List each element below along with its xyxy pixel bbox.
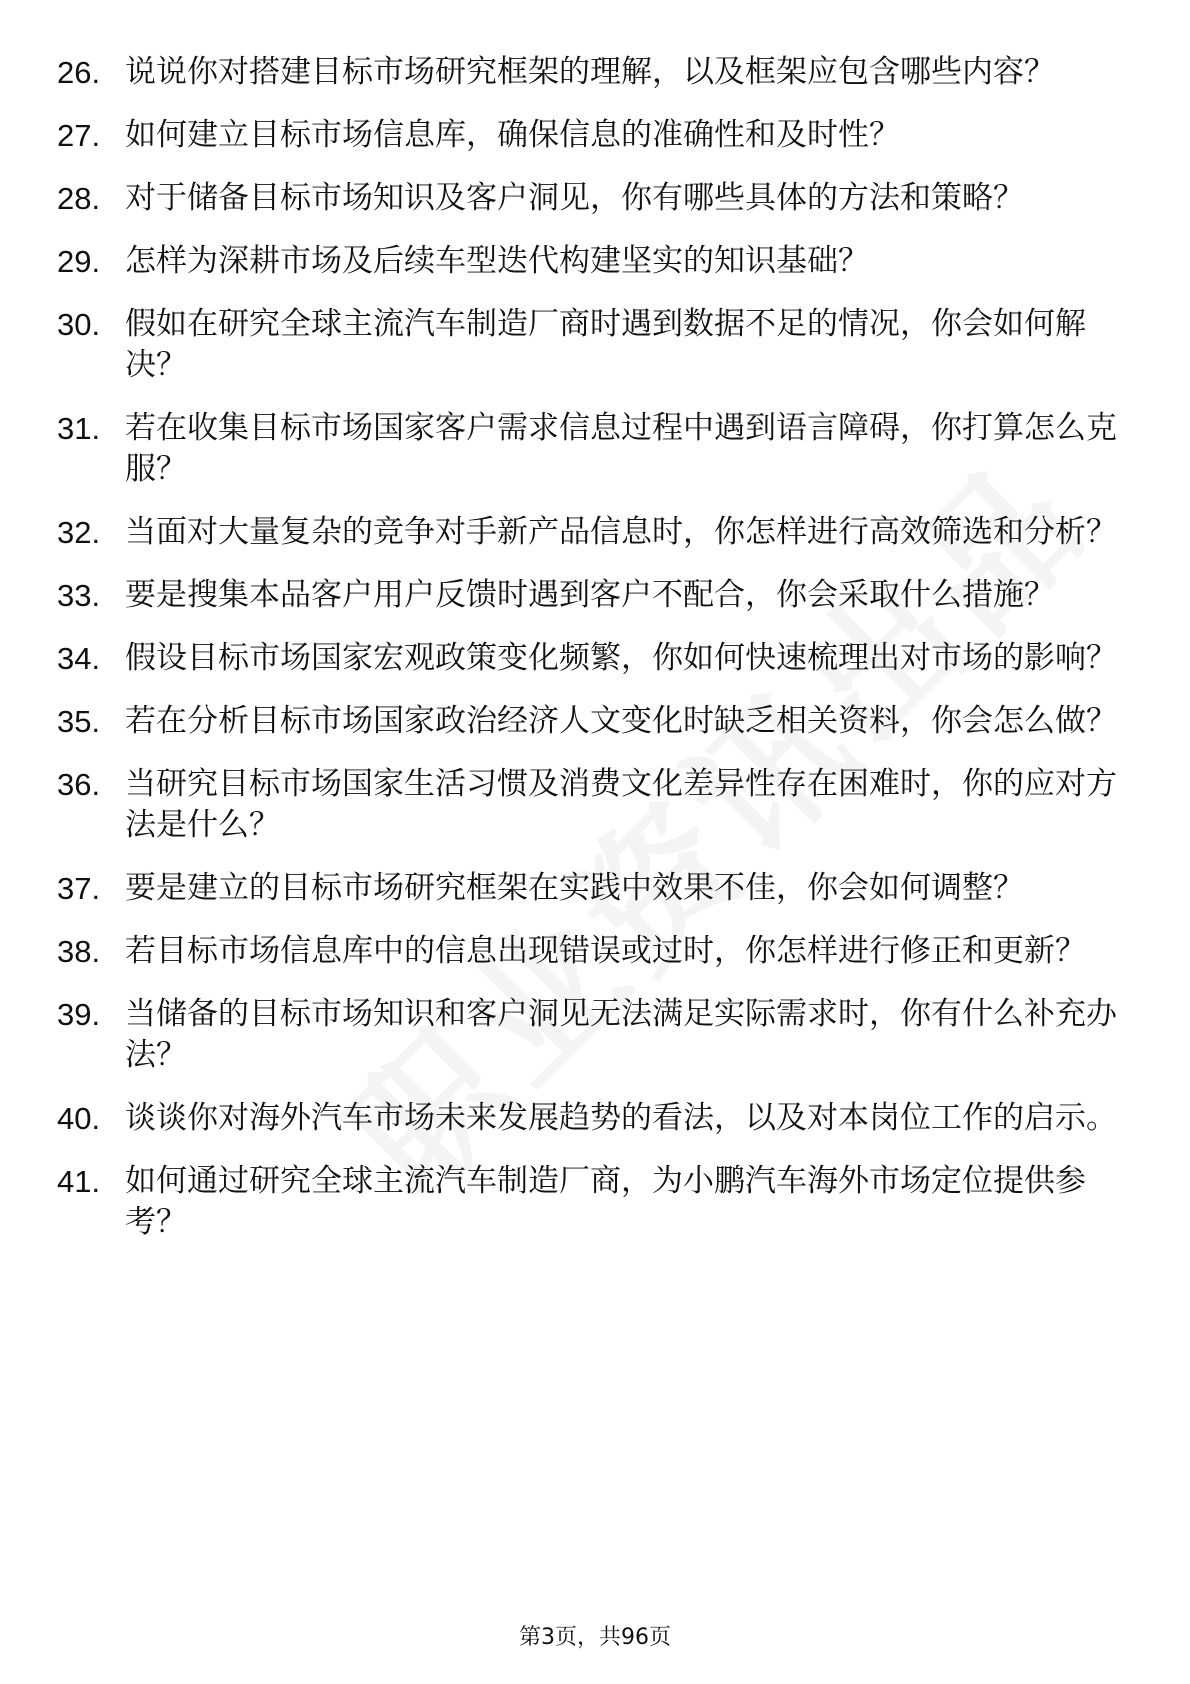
question-item xyxy=(57,512,1117,553)
question-number: 38. xyxy=(57,934,101,969)
question-text: 若在收集目标市场国家客户需求信息过程中遇到语言障碍，你打算怎么克服？ xyxy=(125,410,1117,487)
page-number-footer: 第3页，共96页 xyxy=(519,1625,671,1650)
question-text: 说说你对搭建目标市场研究框架的理解，以及框架应包含哪些内容？ xyxy=(125,54,1055,90)
question-text: 如何建立目标市场信息库，确保信息的准确性和及时性？ xyxy=(125,117,900,153)
question-item xyxy=(57,764,1117,846)
question-item xyxy=(57,178,1117,219)
question-text: 假如在研究全球主流汽车制造厂商时遇到数据不足的情况，你会如何解决？ xyxy=(125,306,1086,383)
question-number: 40. xyxy=(57,1101,101,1136)
question-number: 29. xyxy=(57,244,101,279)
question-text: 要是搜集本品客户用户反馈时遇到客户不配合，你会采取什么措施？ xyxy=(125,577,1055,613)
question-number: 31. xyxy=(57,411,101,446)
question-number: 39. xyxy=(57,997,101,1032)
question-text: 假设目标市场国家宏观政策变化频繁，你如何快速梳理出对市场的影响？ xyxy=(125,640,1117,676)
question-number: 34. xyxy=(57,641,101,676)
question-number: 41. xyxy=(57,1164,101,1199)
question-number: 30. xyxy=(57,307,101,342)
question-number: 32. xyxy=(57,515,101,550)
question-text: 若目标市场信息库中的信息出现错误或过时，你怎样进行修正和更新？ xyxy=(125,933,1086,969)
question-item xyxy=(57,1098,1117,1139)
question-number: 28. xyxy=(57,181,101,216)
question-item xyxy=(57,408,1117,490)
question-item xyxy=(57,115,1117,156)
question-item xyxy=(57,52,1117,93)
question-item xyxy=(57,931,1117,972)
question-item xyxy=(57,701,1117,742)
question-text: 怎样为深耕市场及后续车型迭代构建坚实的知识基础？ xyxy=(125,243,869,279)
question-list xyxy=(57,52,1117,1265)
question-text: 若在分析目标市场国家政治经济人文变化时缺乏相关资料，你会怎么做？ xyxy=(125,703,1117,739)
question-text: 谈谈你对海外汽车市场未来发展趋势的看法，以及对本岗位工作的启示。 xyxy=(125,1100,1117,1136)
question-number: 33. xyxy=(57,578,101,613)
question-text: 当研究目标市场国家生活习惯及消费文化差异性存在困难时，你的应对方法是什么？ xyxy=(125,766,1117,843)
question-item xyxy=(57,638,1117,679)
question-item xyxy=(57,1161,1117,1243)
question-item xyxy=(57,994,1117,1076)
question-number: 37. xyxy=(57,871,101,906)
question-text: 当储备的目标市场知识和客户洞见无法满足实际需求时，你有什么补充办法？ xyxy=(125,996,1117,1073)
question-item xyxy=(57,241,1117,282)
question-number: 36. xyxy=(57,767,101,802)
question-number: 27. xyxy=(57,118,101,153)
question-item xyxy=(57,575,1117,616)
question-item xyxy=(57,304,1117,386)
question-number: 35. xyxy=(57,704,101,739)
question-text: 当面对大量复杂的竞争对手新产品信息时，你怎样进行高效筛选和分析？ xyxy=(125,514,1117,550)
question-text: 如何通过研究全球主流汽车制造厂商，为小鹏汽车海外市场定位提供参考？ xyxy=(125,1163,1086,1240)
question-item xyxy=(57,868,1117,909)
question-text: 要是建立的目标市场研究框架在实践中效果不佳，你会如何调整？ xyxy=(125,870,1024,906)
question-number: 26. xyxy=(57,55,101,90)
question-text: 对于储备目标市场知识及客户洞见，你有哪些具体的方法和策略？ xyxy=(125,180,1024,216)
